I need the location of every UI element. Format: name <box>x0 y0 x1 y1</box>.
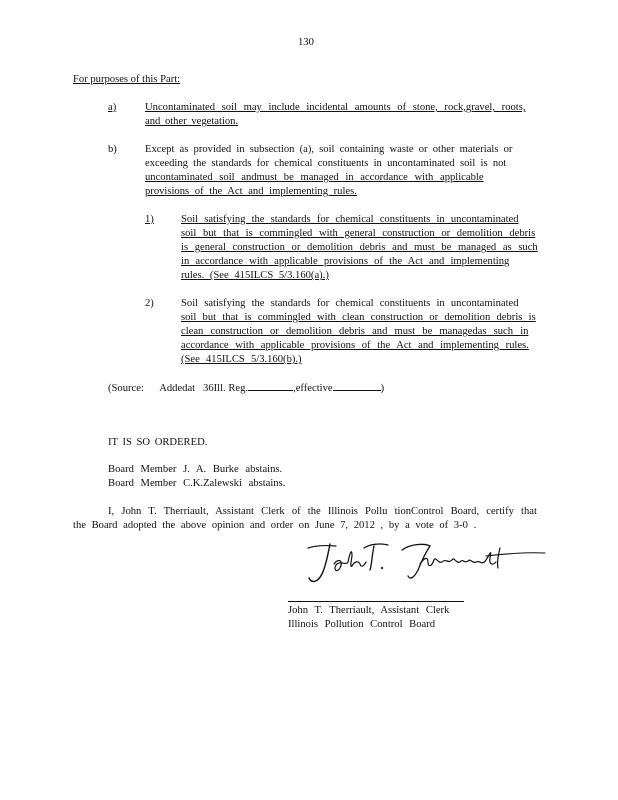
board-member-zalewski: Board Member C.K.Zalewski abstains. <box>108 478 286 489</box>
source-effective: ,effective <box>293 383 333 394</box>
source-line <box>108 380 384 396</box>
item-a-marker: a) <box>108 102 117 113</box>
source-close: ) <box>380 383 385 394</box>
source-added: Addedat <box>159 383 196 394</box>
sub-1-marker: 1) <box>145 214 154 225</box>
sub-1-line-4: in accordance with applicable provisions of the Act and implementing <box>181 256 510 267</box>
register-blank <box>248 380 293 391</box>
sub-1-line-2: soil but that is commingled with general construction or demolition debris <box>181 228 536 239</box>
sub-2-line-1: Soil satisfying the standards for chemical constituents in uncontaminated <box>181 298 519 309</box>
ordered-statement: IT IS SO ORDERED. <box>108 437 208 448</box>
effective-blank <box>333 380 381 391</box>
item-b-marker: b) <box>108 144 117 155</box>
certification-line-1: I, John T. Therriault, Assistant Clerk of the Illinois Pollu tionControl Board, certify that <box>108 506 537 517</box>
item-a-line-1: Uncontaminated soil may include incidental amounts of stone, rock,gravel, roots, <box>145 102 526 113</box>
source-open: (Source: <box>108 383 144 394</box>
signer-name-title: John T. Therriault, Assistant Clerk <box>288 605 450 616</box>
item-b-line-1: Except as provided in subsection (a), soil containing waste or other materials or <box>145 144 513 155</box>
item-b-line-3: uncontaminated soil andmust be managed in accordance with applicable <box>145 172 484 183</box>
page-number: 130 <box>298 37 314 48</box>
board-member-burke: Board Member J. A. Burke abstains. <box>108 464 283 475</box>
sub-2-marker: 2) <box>145 298 154 309</box>
sub-2-line-3: clean construction or demolition debris and must be managedas such in <box>181 326 529 337</box>
item-b-line-4: provisions of the Act and implementing rules. <box>145 186 357 197</box>
intro-heading: For purposes of this Part: <box>73 74 181 85</box>
source-register: 36Ill. Reg. <box>203 383 249 394</box>
item-a-line-2: and other vegetation. <box>145 116 239 127</box>
sub-2-line-5: (See 415ILCS 5/3.160(b).) <box>181 354 302 365</box>
signer-organization: Illinois Pollution Control Board <box>288 619 436 630</box>
item-b-line-2: exceeding the standards for chemical constituents in uncontaminated soil is not <box>145 158 507 169</box>
handwritten-signature <box>300 540 550 592</box>
sub-2-line-4: accordance with applicable provisions of the Act and implementing rules. <box>181 340 529 351</box>
sub-1-line-5: rules. (See 415ILCS 5/3.160(a).) <box>181 270 329 281</box>
signature-line <box>288 601 464 602</box>
sub-1-line-3: is general construction or demolition debris and must be managed as such <box>181 242 538 253</box>
sub-2-line-2: soil but that is commingled with clean construction or demolition debris is <box>181 312 536 323</box>
certification-line-2: the Board adopted the above opinion and order on June 7, 2012 , by a vote of 3-0 . <box>73 520 477 531</box>
sub-1-line-1: Soil satisfying the standards for chemical constituents in uncontaminated <box>181 214 519 225</box>
